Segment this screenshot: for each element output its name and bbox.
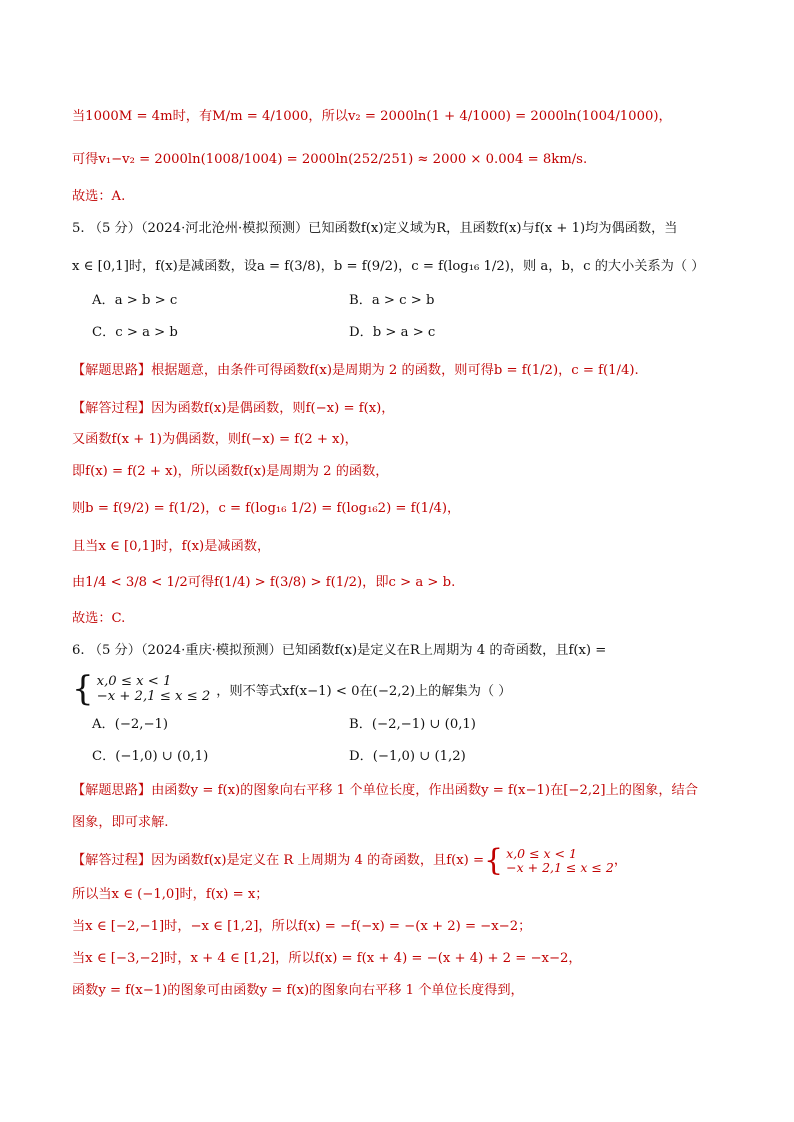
q6-process-first — [72, 843, 732, 878]
question-6-stem: 6. （5 分）（2024·重庆·模拟预测）已知函数f(x)是定义在R上周期为 4 的奇函数，且f(x) = — [72, 643, 607, 658]
q6-process-line: 函数y = f(x−1)的图象可由函数y = f(x)的图象向右平移 1 个单位长度得到， — [72, 983, 524, 998]
q5-answer: 故选：C. — [72, 611, 126, 626]
q6-solution-idea: 【解题思路】由函数y = f(x)的图象向右平移 1 个单位长度，作出函数y = f(x−1)在[−2,2]上的图象，结合 — [72, 783, 698, 798]
q6-option-b: B．(−2,−1) ∪ (0,1) — [349, 717, 476, 732]
case-2: −x + 2,1 ≤ x ≤ 2 — [96, 689, 211, 704]
question-6-stem-cont: ，则不等式xf(x−1) < 0在(−2,2)上的解集为（ ） — [216, 683, 512, 699]
q5-option-a: A．a > b > c — [92, 293, 178, 308]
case-1: x,0 ≤ x < 1 — [506, 846, 577, 861]
text-line: 当1000M = 4m时，有M/m = 4/1000，所以v₂ = 2000ln(1 + 4/1000) = 2000ln(1004/1000)， — [72, 109, 672, 124]
q6-solution-idea-cont: 图象，即可求解. — [72, 815, 169, 830]
q5-process-line: 由1/4 < 3/8 < 1/2可得f(1/4) > f(3/8) > f(1/2)，即c > a > b. — [72, 575, 456, 590]
q5-process-line: 则b = f(9/2) = f(1/2)，c = f(log₁₆ 1/2) = f(log₁₆2) = f(1/4)， — [72, 501, 461, 516]
q5-option-d: D．b > a > c — [349, 325, 436, 340]
brace-glyph: { — [72, 669, 94, 709]
q6-process-line: 当x ∈ [−3,−2]时，x + 4 ∈ [1,2]，所以f(x) = f(x + 4) = −(x + 4) + 2 = −x−2， — [72, 951, 582, 966]
q6-process-line: 所以当x ∈ (−1,0]时，f(x) = x； — [72, 887, 269, 902]
text-line: 故选：A. — [72, 189, 126, 204]
question-5-stem-cont: x ∈ [0,1]时，f(x)是减函数，设a = f(3/8)，b = f(9/2)，c = f(log₁₆ 1/2)，则 a，b，c 的大小关系为（ ） — [72, 259, 705, 274]
question-5-stem: 5. （5 分）（2024·河北沧州·模拟预测）已知函数f(x)定义域为R，且函数f(x)与f(x + 1)均为偶函数，当 — [72, 221, 678, 236]
process-prefix: 【解答过程】因为函数f(x)是定义在 R 上周期为 4 的奇函数，且f(x) = — [72, 853, 485, 868]
q5-process-line: 即f(x) = f(2 + x)，所以函数f(x)是周期为 2 的函数， — [72, 464, 389, 479]
q6-option-d: D．(−1,0) ∪ (1,2) — [349, 749, 466, 764]
q6-piecewise — [72, 669, 512, 709]
q6-process-line: 当x ∈ [−2,−1]时，−x ∈ [1,2]，所以f(x) = −f(−x) = −(x + 2) = −x−2； — [72, 919, 532, 934]
q6-option-a: A．(−2,−1) — [92, 717, 169, 732]
q5-process-line: 【解答过程】因为函数f(x)是偶函数，则f(−x) = f(x)， — [72, 401, 395, 416]
q6-option-c: C．(−1,0) ∪ (0,1) — [92, 749, 209, 764]
q5-process-line: 又函数f(x + 1)为偶函数，则f(−x) = f(2 + x)， — [72, 432, 358, 447]
brace-glyph: { — [484, 843, 504, 878]
piecewise-cases — [97, 674, 211, 704]
case-1: x,0 ≤ x < 1 — [96, 674, 172, 689]
q6-process-piecewise — [484, 843, 614, 878]
q5-solution-idea: 【解题思路】根据题意，由条件可得函数f(x)是周期为 2 的函数，则可得b = f(1/2)，c = f(1/4). — [72, 363, 639, 378]
case-2: −x + 2,1 ≤ x ≤ 2 — [506, 860, 614, 875]
process-suffix: ， — [613, 853, 627, 868]
text-line: 可得v₁−v₂ = 2000ln(1008/1004) = 2000ln(252/251) ≈ 2000 × 0.004 = 8km/s. — [72, 152, 588, 167]
piecewise-cases — [506, 847, 614, 875]
q5-process-line: 且当x ∈ [0,1]时，f(x)是减函数， — [72, 539, 271, 554]
q5-option-b: B．a > c > b — [349, 293, 435, 308]
q5-option-c: C．c > a > b — [92, 325, 178, 340]
